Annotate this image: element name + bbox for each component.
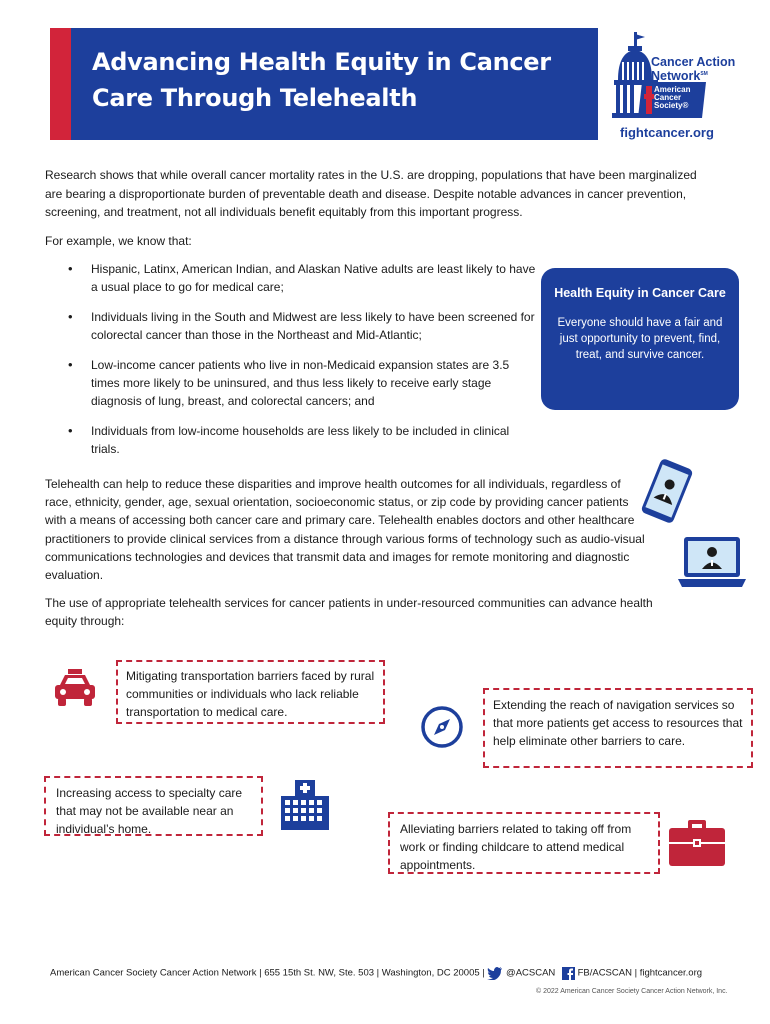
- logo-wordmark: [651, 56, 735, 82]
- callout-body: Everyone should have a fair and just opportunity to prevent, find, treat, and survive cancer.: [557, 317, 723, 361]
- navigation-box: Extending the reach of navigation services so that more patients get access to resources that help eliminate other barriers to care.: [483, 688, 753, 768]
- list-item: • Individuals from low-income households are less likely to be included in clinical trials.: [68, 422, 538, 458]
- laptop-doctor-icon: [678, 535, 746, 591]
- callout-title: Health Equity in Cancer Care: [554, 286, 726, 300]
- car-icon: [52, 667, 98, 709]
- list-item: • Low-income cancer patients who live in non-Medicaid expansion states are 3.5 times more likely to be uninsured, and thus less likely to receive early stage diagnosis of lung, breast, and colorectal cancers; and: [68, 356, 538, 410]
- twitter-handle[interactable]: @ACSCAN: [506, 967, 556, 979]
- logo-site[interactable]: fightcancer.org: [620, 125, 714, 140]
- facebook-link[interactable]: FB/ACSCAN | fightcancer.org: [577, 967, 703, 979]
- hospital-icon: [280, 778, 330, 832]
- logo-acs-1: American: [654, 85, 691, 94]
- title-line-2: Care Through Telehealth: [92, 84, 418, 112]
- logo-line-2: Network: [651, 69, 701, 84]
- telehealth-paragraph: Telehealth can help to reduce these disparities and improve health outcomes for all individuals, regardless of race, ethnicity, gender, age, sexual orientation, socioeconomic status, or zip code by providing cancer patients with a means of accessing both cancer care and primary care. Telehealth enables doctors and other healthcare practitioners to provide clinical services from a distance through various forms of technology such as audio-visual communications technologies and devices that transmit data and images for remote monitoring and diagnostic evaluation.: [45, 477, 645, 583]
- use-paragraph: The use of appropriate telehealth services for cancer patients in under-resourced communities can advance health equity through:: [45, 596, 653, 628]
- briefcase-icon: [668, 818, 726, 868]
- footer: [50, 966, 702, 980]
- title-line-1: Advancing Health Equity in Cancer: [92, 48, 551, 76]
- phone-doctor-icon: [636, 458, 698, 524]
- list-item: • Individuals living in the South and Midwest are less likely to have been screened for colorectal cancer than those in the Northeast and Mid-Atlantic;: [68, 308, 538, 344]
- transportation-box: Mitigating transportation barriers faced by rural communities or individuals who lack reliable transportation to medical care.: [116, 660, 385, 724]
- logo-line-1: Cancer Action: [651, 55, 736, 69]
- intro-paragraph: Research shows that while overall cancer mortality rates in the U.S. are dropping, populations that have been marginalized are bearing a disproportionate burden of preventable death and disease. Despite notable advances in cancer prevention, screening, and treatment, not all individuals benefit equitably from this important progress.: [45, 168, 697, 219]
- logo-acs: [654, 86, 690, 110]
- list-item: • Hispanic, Latinx, American Indian, and Alaskan Native adults are least likely to have a usual place to go for medical care;: [68, 260, 538, 296]
- know-intro: For example, we know that:: [45, 234, 192, 248]
- compass-icon: [420, 705, 464, 749]
- header-banner: [71, 28, 598, 140]
- facebook-icon[interactable]: [562, 967, 575, 980]
- footer-address: American Cancer Society Cancer Action Network | 655 15th St. NW, Ste. 503 | Washington, DC 20005 |: [50, 967, 485, 979]
- health-equity-callout: [541, 268, 739, 410]
- work-childcare-box: Alleviating barriers related to taking off from work or finding childcare to attend medical appointments.: [388, 812, 660, 874]
- logo-acs-2: Cancer: [654, 93, 682, 102]
- header-red-bar: [50, 28, 71, 140]
- page-title: [92, 44, 598, 116]
- facts-list: [68, 260, 538, 470]
- specialty-care-box: Increasing access to specialty care that may not be available near an individual’s home.: [44, 776, 263, 836]
- logo-acs-3: Society®: [654, 101, 689, 110]
- logo-tm: SM: [700, 71, 708, 77]
- copyright: © 2022 American Cancer Society Cancer Action Network, Inc.: [536, 988, 728, 995]
- twitter-icon[interactable]: [487, 966, 503, 980]
